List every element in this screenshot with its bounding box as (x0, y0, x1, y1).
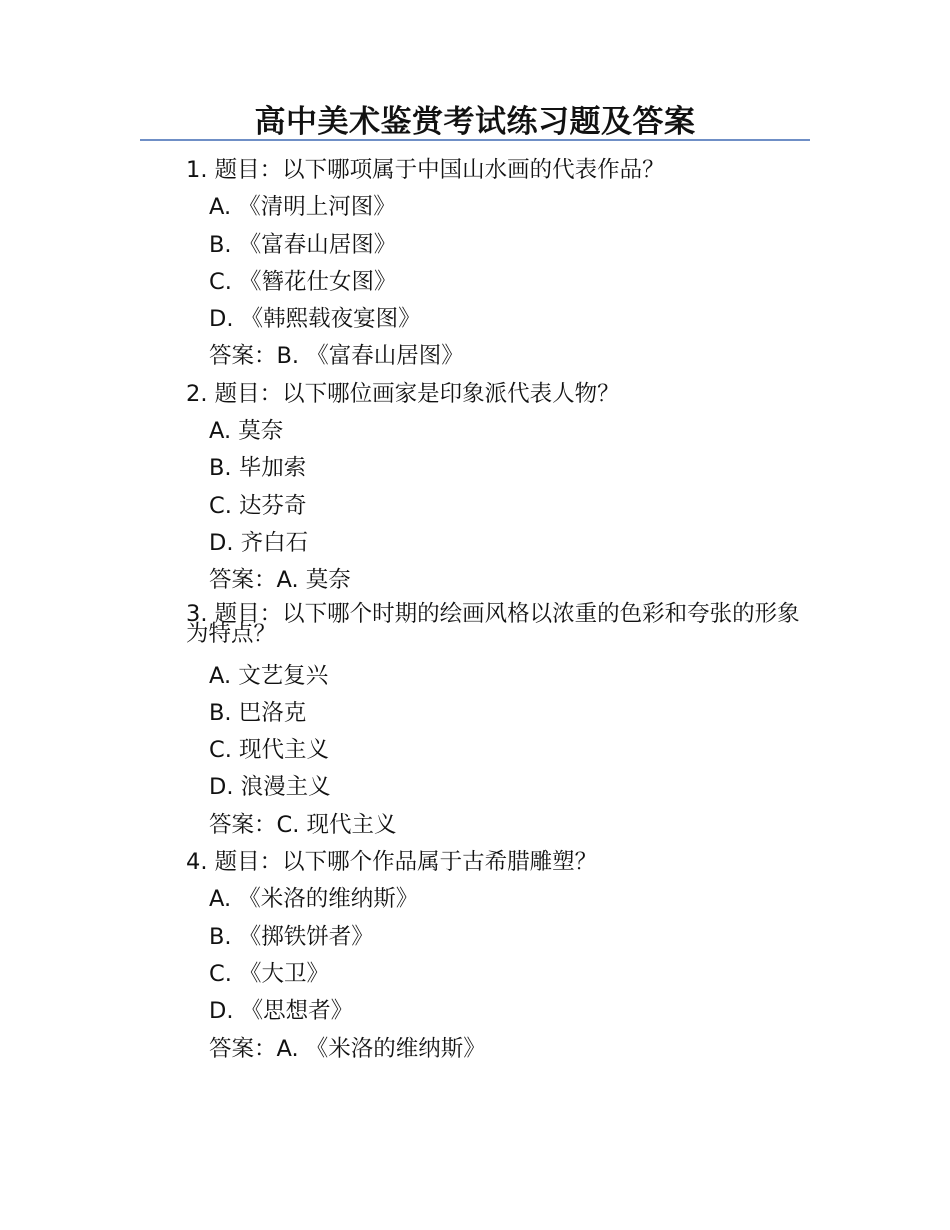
question-2-option-b: B. 毕加索 (209, 455, 307, 482)
question-3-option-c: C. 现代主义 (209, 737, 330, 764)
question-4-option-b: B. 《掷铁饼者》 (209, 923, 374, 950)
question-4-option-d: D. 《思想者》 (209, 998, 354, 1025)
question-2-option-a: A. 莫奈 (209, 418, 284, 445)
question-1-stem: 1. 题目：以下哪项属于中国山水画的代表作品？ (186, 157, 665, 183)
question-4-option-c: C. 《大卫》 (209, 960, 330, 987)
question-3-answer: 答案：C. 现代主义 (209, 811, 397, 838)
question-1-answer: 答案：B. 《富春山居图》 (209, 343, 464, 370)
question-3-option-a: A. 文艺复兴 (209, 662, 329, 689)
question-2-option-c: C. 达芬奇 (209, 492, 307, 519)
question-1-option-a: A. 《清明上河图》 (209, 194, 396, 221)
question-list (140, 152, 820, 1068)
page-title: 高中美术鉴赏考试练习题及答案 (254, 104, 696, 140)
question-1-option-b: B. 《富春山居图》 (209, 231, 397, 258)
question-3-stem: 3. 题目：以下哪个时期的绘画风格以浓重的色彩和夸张的形象为特点？ (186, 600, 800, 647)
question-4-option-a: A. 《米洛的维纳斯》 (209, 886, 419, 913)
question-2-stem: 2. 题目：以下哪位画家是印象派代表人物？ (186, 380, 620, 407)
question-1-option-c: C. 《簪花仕女图》 (209, 268, 397, 295)
question-4-answer: 答案：A. 《米洛的维纳斯》 (209, 1035, 486, 1062)
question-1-option-d: D. 《韩熙载夜宴图》 (209, 306, 421, 333)
question-2-option-d: D. 齐白石 (209, 529, 309, 556)
question-2-answer: 答案：A. 莫奈 (209, 567, 351, 594)
question-4-stem: 4. 题目：以下哪个作品属于古希腊雕塑？ (186, 849, 598, 876)
title-underline (140, 139, 810, 141)
question-3-option-d: D. 浪漫主义 (209, 774, 331, 801)
question-3-option-b: B. 巴洛克 (209, 699, 307, 726)
